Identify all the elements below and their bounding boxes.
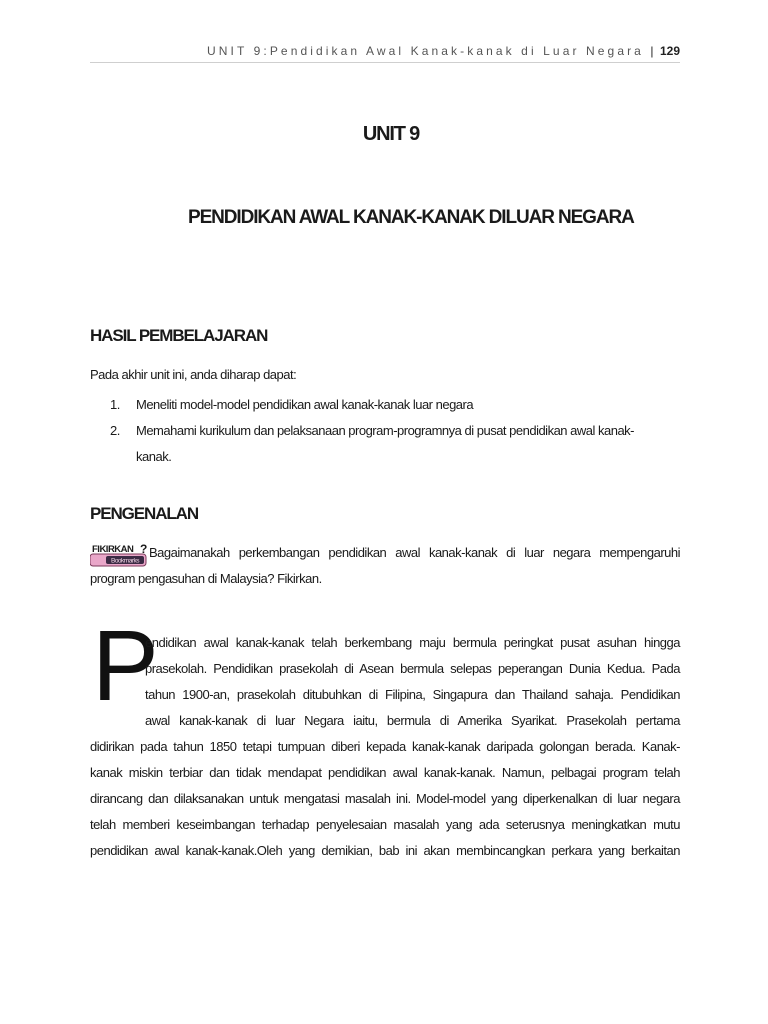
header-rule (90, 62, 680, 63)
running-header (90, 44, 680, 58)
think-bookmark-icon (90, 540, 148, 568)
paragraph-line: prasekolah. Pendidikan prasekolah di Asean bermula selepas peperangan Dunia Kedua. Pada (145, 661, 680, 676)
unit-title: UNIT 9 (362, 123, 420, 145)
paragraph-line: tahun 1900-an, prasekolah ditubuhkan di Filipina, Singapura dan Thailand sahaja. Pendidikan (145, 687, 680, 702)
paragraph-line: awal kanak-kanak di luar Negara iaitu, bermula di Amerika Syarikat. Prasekolah pertama (145, 713, 680, 728)
list-item-text: Meneliti model-model pendidikan awal kanak-kanak luar negara (136, 397, 474, 412)
paragraph-line: kanak miskin terbiar dan tidak mendapat pendidikan awal kanak-kanak. Namun, pelbagai program telah (90, 765, 680, 780)
paragraph-line: didirikan pada tahun 1850 tetapi tumpuan diberi kepada kanak-kanak daripada golongan berada. Kanak- (90, 739, 680, 754)
learning-outcomes-intro: Pada akhir unit ini, anda diharap dapat: (90, 367, 297, 382)
think-prompt-text: Bagaimanakah perkembangan pendidikan awal kanak-kanak di luar negara mempengaruhi program pengasuhan di Malaysia? Fikirkan. (90, 545, 680, 586)
header-separator: | (650, 44, 654, 58)
icon-sublabel: Bookmarks (110, 557, 140, 565)
list-item-text-continued: kanak. (136, 449, 172, 464)
learning-outcomes-heading: HASIL PEMBELAJARAN (90, 326, 268, 345)
learning-outcomes-list (110, 392, 670, 470)
intro-paragraph-top (145, 630, 680, 734)
svg-text:?: ? (140, 542, 147, 556)
paragraph-line: telah memberi keseimbangan terhadap penyelesaian masalah yang ada seterusnya meningkatkan mutu (90, 817, 680, 832)
list-item-number: 2. (110, 423, 120, 438)
think-prompt (90, 540, 680, 592)
list-item-number: 1. (110, 397, 120, 412)
list-item-text: Memahami kurikulum dan pelaksanaan program-programnya di pusat pendidikan awal kanak- (136, 423, 635, 438)
running-title: UNIT 9:Pendidikan Awal Kanak-kanak di Luar Negara (207, 44, 644, 58)
list-item (110, 418, 670, 470)
drop-cap: P (92, 610, 159, 722)
page-number: 129 (659, 44, 680, 58)
paragraph-line: pendidikan awal kanak-kanak.Oleh yang demikian, bab ini akan membincangkan perkara yang berkaitan (90, 843, 680, 858)
chapter-title: PENDIDIKAN AWAL KANAK-KANAK DILUAR NEGARA (188, 207, 634, 228)
icon-label: FIKIRKAN (92, 544, 134, 555)
intro-paragraph-bottom (90, 734, 680, 864)
introduction-heading: PENGENALAN (90, 504, 199, 523)
list-item (110, 392, 670, 418)
paragraph-line: dirancang dan dilaksanakan untuk mengatasi masalah ini. Model-model yang diperkenalkan di luar negara (90, 791, 680, 806)
paragraph-line: endidikan awal kanak-kanak telah berkembang maju bermula peringkat pusat asuhan hingga (145, 635, 680, 650)
